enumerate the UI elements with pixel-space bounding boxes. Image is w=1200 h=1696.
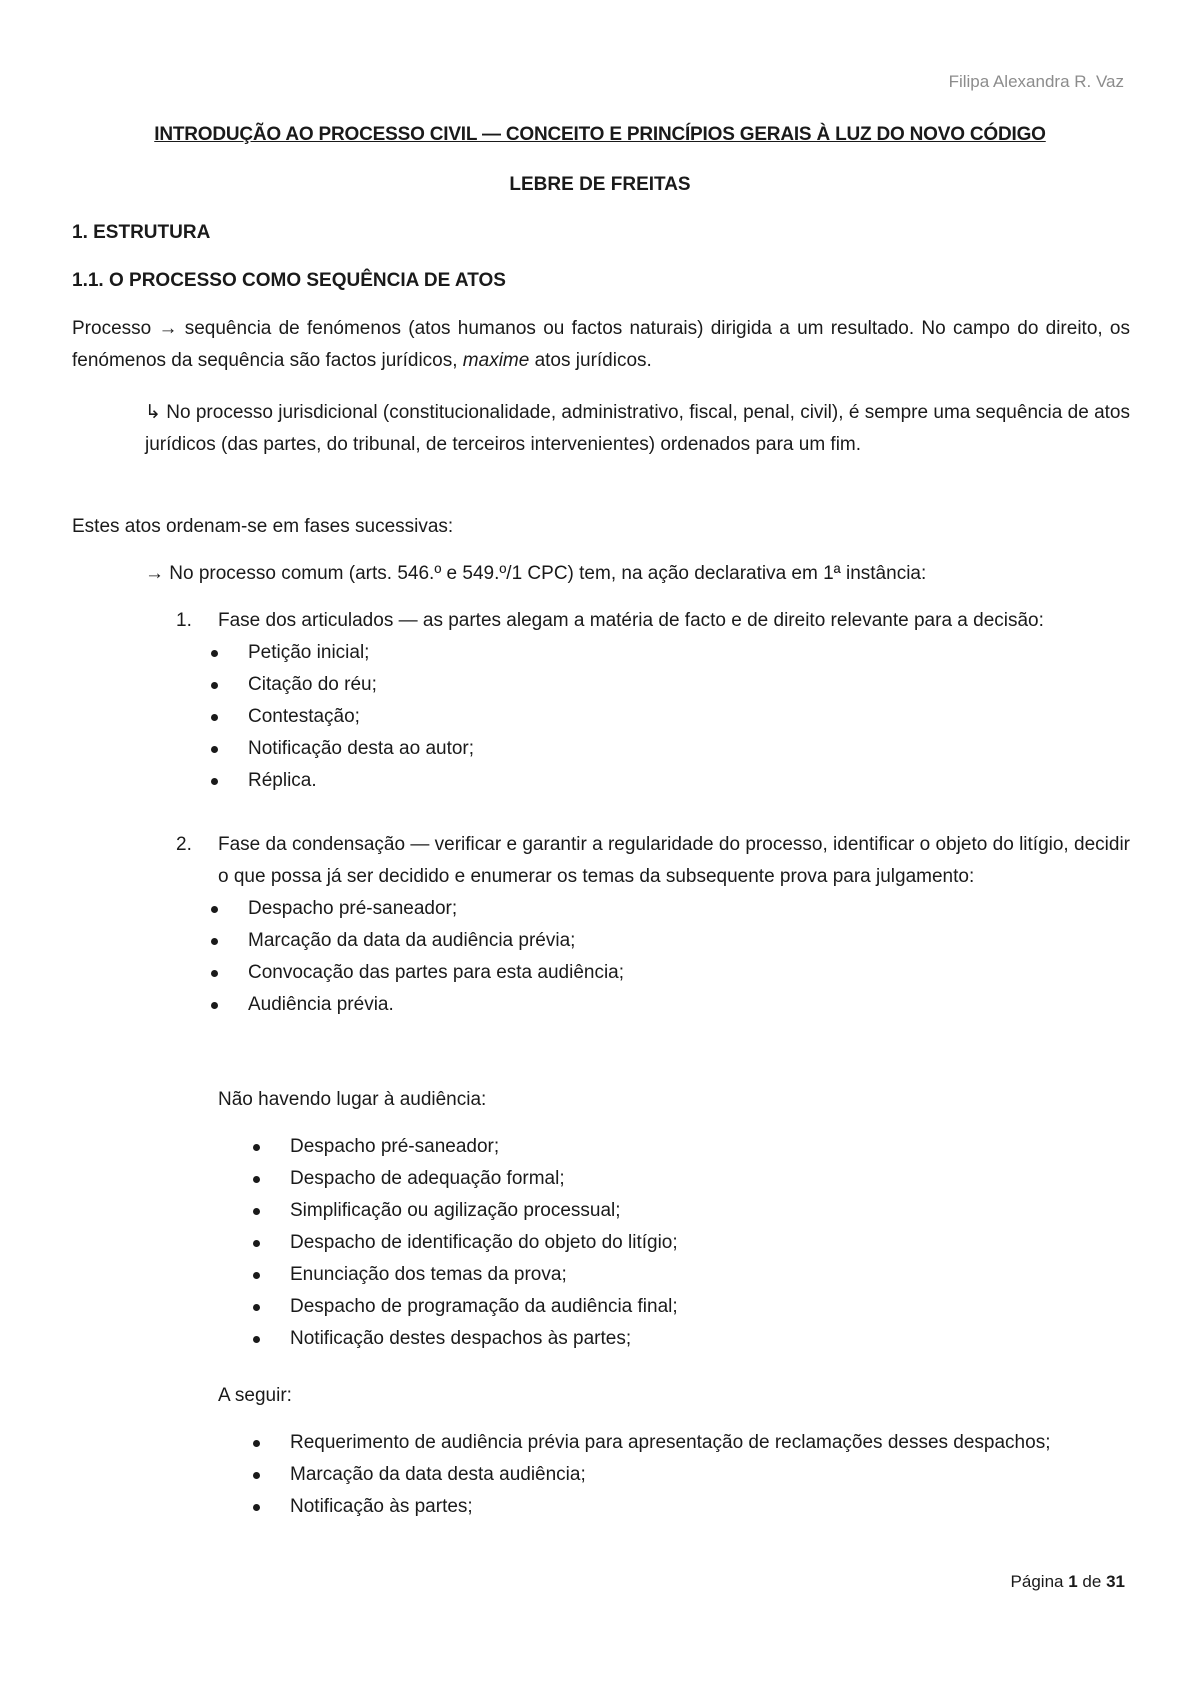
- of-label: de: [1082, 1572, 1102, 1591]
- right-arrow-icon: →: [145, 563, 164, 584]
- document-title: INTRODUÇÃO AO PROCESSO CIVIL — CONCEITO E PRINCÍPIOS GERAIS À LUZ DO NOVO CÓDIGO: [154, 124, 1046, 145]
- list-item: Marcação da data da audiência prévia;: [176, 925, 1130, 957]
- list-item: Requerimento de audiência prévia para apresentação de reclamações desses despachos;: [218, 1427, 1130, 1459]
- list-number: 1.: [176, 610, 192, 631]
- next-bullets: [176, 1427, 1130, 1523]
- phase-1-block: [176, 605, 1130, 797]
- list-item: Contestação;: [176, 701, 1130, 733]
- list-item: Notificação às partes;: [218, 1491, 1130, 1523]
- no-hearing-bullets: [176, 1131, 1130, 1355]
- page-current: 1: [1068, 1572, 1078, 1591]
- numbered-item: [176, 829, 1130, 893]
- return-arrow-icon: ↳: [145, 402, 161, 423]
- para1-text-a: sequência de fenómenos (atos humanos ou factos naturais) dirigida a um resultado. No campo do direito, os fenómenos da sequência são factos jurídicos,: [72, 318, 1131, 371]
- page-label: Página: [1010, 1572, 1064, 1591]
- paragraph-jurisdictional: [145, 397, 1130, 461]
- para1-text-b: atos jurídicos.: [529, 350, 652, 371]
- list-item: Enunciação dos temas da prova;: [218, 1259, 1130, 1291]
- para4-text: No processo comum (arts. 546.º e 549.º/1 CPC) tem, na ação declarativa em 1ª instância:: [164, 563, 927, 584]
- no-hearing-block: [176, 1131, 1130, 1355]
- author-header: Filipa Alexandra R. Vaz: [948, 72, 1124, 91]
- document-subtitle: LEBRE DE FREITAS: [509, 174, 691, 195]
- list-item: Notificação destes despachos às partes;: [218, 1323, 1130, 1355]
- phase-2-bullets: [176, 893, 1130, 1021]
- para1-lead: Processo: [72, 318, 159, 339]
- page-number-footer: [1011, 1572, 1125, 1592]
- list-item: Marcação da data desta audiência;: [218, 1459, 1130, 1491]
- right-arrow-icon: →: [158, 318, 178, 339]
- para1-italic: maxime: [462, 350, 530, 371]
- list-item: Despacho pré-saneador;: [218, 1131, 1130, 1163]
- list-item: Audiência prévia.: [176, 989, 1130, 1021]
- section-heading-1: 1. ESTRUTURA: [72, 222, 211, 243]
- phase-1-bullets: [176, 637, 1130, 797]
- section-heading-1-1: 1.1. O PROCESSO COMO SEQUÊNCIA DE ATOS: [72, 270, 506, 291]
- phase-2-block: [176, 829, 1130, 1021]
- paragraph-phases-intro: Estes atos ordenam-se em fases sucessivas:: [72, 516, 454, 537]
- list-item: Despacho de programação da audiência final;: [218, 1291, 1130, 1323]
- paragraph-common-process: [145, 558, 926, 590]
- list-item: Despacho pré-saneador;: [176, 893, 1130, 925]
- para2-text: No processo jurisdicional (constitucionalidade, administrativo, fiscal, penal, civil), é sempre uma sequência de atos jurídicos (das partes, do tribunal, de terceiros intervenientes) ordenados para um fim.: [145, 402, 1130, 455]
- phase-2-text: Fase da condensação — verificar e garantir a regularidade do processo, identificar o objeto do litígio, decidir o que possa já ser decidido e enumerar os temas da subsequente prova para julgamento:: [218, 834, 1130, 887]
- list-item: Citação do réu;: [176, 669, 1130, 701]
- paragraph-process-definition: [72, 313, 1130, 377]
- list-item: Simplificação ou agilização processual;: [218, 1195, 1130, 1227]
- list-item: Notificação desta ao autor;: [176, 733, 1130, 765]
- list-item: Réplica.: [176, 765, 1130, 797]
- list-item: Petição inicial;: [176, 637, 1130, 669]
- list-item: Despacho de identificação do objeto do litígio;: [218, 1227, 1130, 1259]
- list-number: 2.: [176, 834, 192, 855]
- list-item: Despacho de adequação formal;: [218, 1163, 1130, 1195]
- no-hearing-heading: Não havendo lugar à audiência:: [218, 1089, 487, 1110]
- list-item: Convocação das partes para esta audiência;: [176, 957, 1130, 989]
- page-total: 31: [1106, 1572, 1125, 1591]
- phase-1-text: Fase dos articulados — as partes alegam a matéria de facto e de direito relevante para a decisão:: [218, 610, 1044, 631]
- next-heading: A seguir:: [218, 1385, 292, 1406]
- next-block: [176, 1427, 1130, 1523]
- numbered-item: [176, 605, 1130, 637]
